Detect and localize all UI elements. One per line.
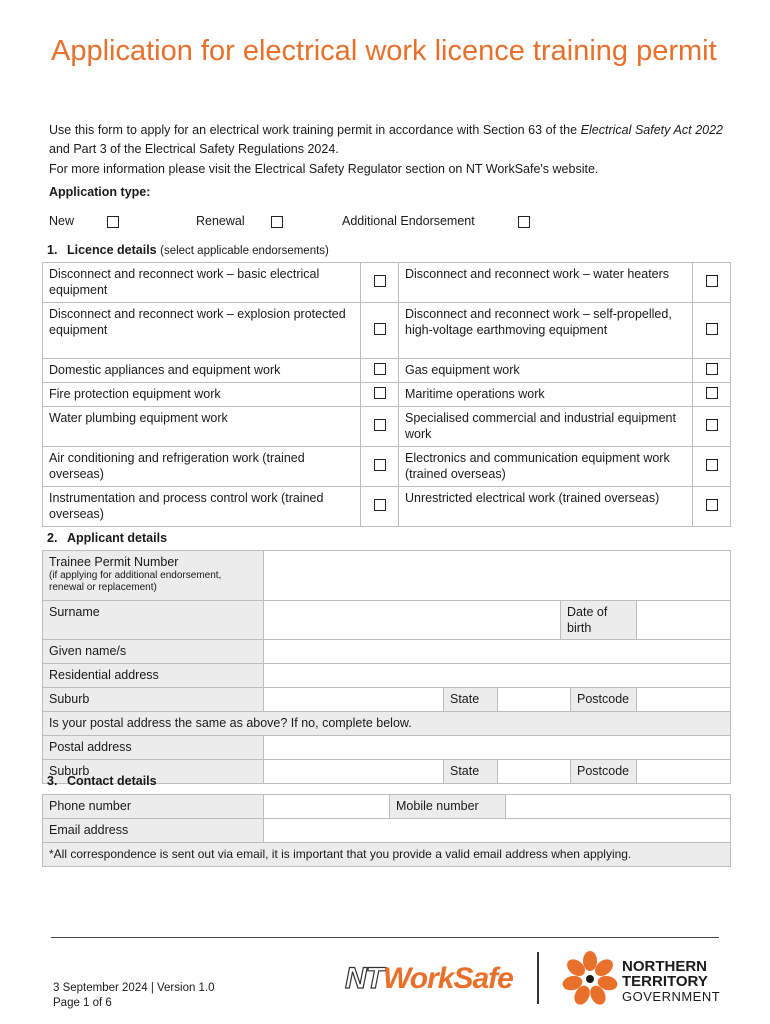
given-names-input[interactable] [264,640,731,664]
application-type-label: Application type: [49,185,151,199]
suburb-label: Suburb [43,688,264,712]
endorsement-checkbox[interactable] [374,419,386,431]
postcode-label: Postcode [571,688,637,712]
intro-part2: and Part 3 of the Electrical Safety Regulations 2024. [49,142,339,156]
endorsement-label: Disconnect and reconnect work – water heaters [399,263,693,303]
section3-number: 3. [47,774,58,788]
ntg-line2: TERRITORY [622,973,708,990]
given-names-label: Given name/s [43,640,264,664]
endorsement-label: Electronics and communication equipment work (trained overseas) [399,447,693,487]
endorsement-label: Disconnect and reconnect work – explosion protected equipment [43,303,361,359]
email-label: Email address [43,819,264,843]
endorsement-checkbox[interactable] [374,387,386,399]
postal-postcode-input[interactable] [637,760,731,784]
endorsement-checkbox[interactable] [374,275,386,287]
endorsement-label: Instrumentation and process control work (trained overseas) [43,487,361,527]
endorsement-label: Maritime operations work [399,383,693,407]
surname-label: Surname [43,601,264,640]
endorsement-label: Air conditioning and refrigeration work (trained overseas) [43,447,361,487]
app-type-new-checkbox[interactable] [107,216,119,228]
postal-state-input[interactable] [498,760,571,784]
nt-worksafe-logo [345,962,513,996]
section1-heading [47,243,329,257]
endorsement-checkbox[interactable] [374,459,386,471]
endorsement-label: Disconnect and reconnect work – self-propelled, high-voltage earthmoving equipment [399,303,693,359]
endorsement-checkbox[interactable] [374,363,386,375]
endorsement-checkbox[interactable] [374,323,386,335]
endorsement-checkbox[interactable] [706,323,718,335]
ntg-wordmark [622,959,720,1004]
applicant-details-table [42,550,731,784]
endorsement-label: Gas equipment work [399,359,693,383]
endorsement-checkbox[interactable] [706,499,718,511]
endorsement-checkbox[interactable] [706,459,718,471]
trainee-permit-note: (if applying for additional endorsement, renewal or replacement) [49,570,222,593]
endorsement-checkbox[interactable] [706,275,718,287]
residential-address-input[interactable] [264,664,731,688]
footer-divider [51,937,719,938]
postal-postcode-label: Postcode [571,760,637,784]
intro-text [49,121,723,159]
app-type-new-label: New [49,214,75,228]
contact-details-table [42,794,731,867]
section3-title: Contact details [67,774,157,788]
trainee-permit-text: Trainee Permit Number [49,555,179,569]
postal-address-input[interactable] [264,736,731,760]
endorsement-checkbox[interactable] [706,363,718,375]
endorsement-checkbox[interactable] [374,499,386,511]
dob-label: Date of birth [561,601,637,640]
section1-title: Licence details [67,243,157,257]
footer-page-number: Page 1 of 6 [53,997,112,1009]
licence-details-table [42,262,731,527]
ntg-line3: GOVERNMENT [622,989,721,1004]
section2-title: Applicant details [67,531,168,545]
suburb-input[interactable] [264,688,444,712]
intro-part1: Use this form to apply for an electrical work training permit in accordance with Section 63 of the [49,123,581,137]
endorsement-label: Disconnect and reconnect work – basic electrical equipment [43,263,361,303]
info-text: For more information please visit the Electrical Safety Regulator section on NT WorkSafe's website. [49,162,599,176]
trainee-permit-input[interactable] [264,551,731,601]
endorsement-checkbox[interactable] [706,387,718,399]
postal-state-label: State [444,760,498,784]
ntg-flower-icon [562,951,618,1007]
section2-heading [47,531,167,545]
app-type-additional-label: Additional Endorsement [342,214,475,228]
postal-address-label: Postal address [43,736,264,760]
endorsement-checkbox[interactable] [706,419,718,431]
mobile-label: Mobile number [390,795,506,819]
dob-input[interactable] [637,601,731,640]
app-type-renewal-label: Renewal [196,214,245,228]
app-type-additional-checkbox[interactable] [518,216,530,228]
page-title: Application for electrical work licence training permit [51,35,717,67]
endorsement-label: Specialised commercial and industrial equipment work [399,407,693,447]
ntg-line1: NORTHERN [622,958,707,975]
app-type-renewal-checkbox[interactable] [271,216,283,228]
trainee-permit-label [43,551,264,601]
section1-note: (select applicable endorsements) [160,245,329,257]
postcode-input[interactable] [637,688,731,712]
worksafe-ws: WorkSafe [383,962,513,995]
phone-input[interactable] [264,795,390,819]
section3-heading [47,774,157,788]
section1-number: 1. [47,243,58,257]
worksafe-nt: NT [345,962,383,995]
postal-question: Is your postal address the same as above? If no, complete below. [43,712,731,736]
endorsement-label: Water plumbing equipment work [43,407,361,447]
postal-suburb-label: Suburb [43,760,264,784]
correspondence-note: *All correspondence is sent out via email, it is important that you provide a valid email address when applying. [43,843,731,867]
logo-divider [537,952,539,1004]
state-label: State [444,688,498,712]
footer-text [53,981,215,1011]
endorsement-label: Domestic appliances and equipment work [43,359,361,383]
email-input[interactable] [264,819,731,843]
endorsement-label: Fire protection equipment work [43,383,361,407]
endorsement-label: Unrestricted electrical work (trained overseas) [399,487,693,527]
residential-address-label: Residential address [43,664,264,688]
section2-number: 2. [47,531,58,545]
phone-label: Phone number [43,795,264,819]
footer-date-version: 3 September 2024 | Version 1.0 [53,982,215,994]
mobile-input[interactable] [506,795,731,819]
intro-act: Electrical Safety Act 2022 [580,123,723,137]
postal-suburb-input[interactable] [264,760,444,784]
surname-input[interactable] [264,601,561,640]
state-input[interactable] [498,688,571,712]
